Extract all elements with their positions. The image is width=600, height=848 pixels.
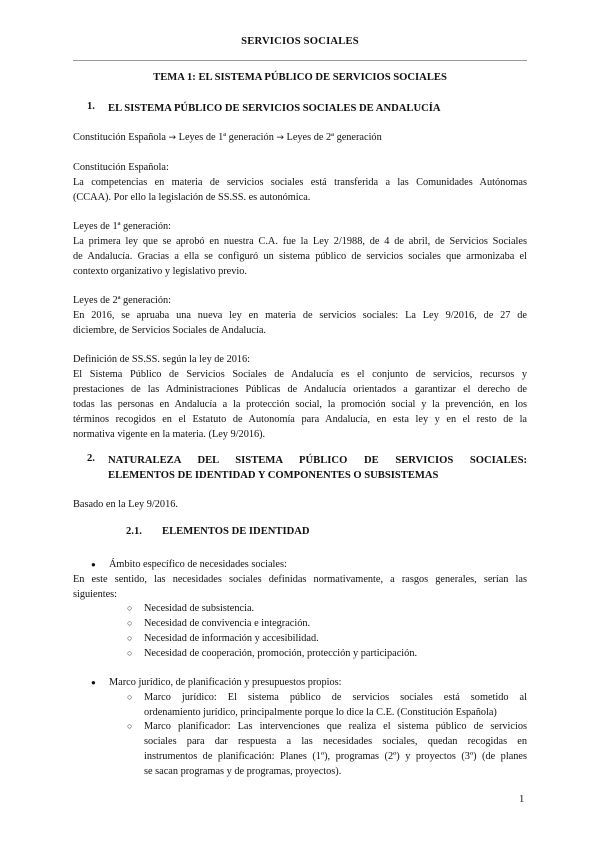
section-1-title: EL SISTEMA PÚBLICO DE SERVICIOS SOCIALES DE ANDALUCÍA [108, 103, 441, 114]
flow-arrow-icon: → [168, 133, 177, 143]
document-title: TEMA 1: EL SISTEMA PÚBLICO DE SERVICIOS SOCIALES [153, 72, 447, 83]
section-2-title-line-1: NATURALEZA DEL SISTEMA PÚBLICO DE SERVICIOS SOCIALES: [108, 455, 527, 466]
need-item-text: Necesidad de convivencia e integración. [144, 618, 311, 629]
block-leyes1-line: La primera ley que se aprobó en nuestra C.A. fue la Ley 2/1988, de 4 de abril, de Servicios Sociales [73, 236, 527, 247]
hollow-bullet-icon: ○ [127, 618, 133, 628]
marco-planificador-line: se sacan programas y de programas, proyectos). [144, 766, 342, 777]
flow-leyes-2: Leyes de 2ª generación [286, 132, 382, 143]
bullet-icon: ● [91, 560, 96, 569]
subsection-2-1-number: 2.1. [126, 526, 142, 537]
block-constitucion-line: La competencias en materia de servicios sociales está transferida a las Comunidades Autónomas [73, 177, 527, 188]
legislation-flow [73, 130, 527, 146]
need-item-text: Necesidad de subsistencia. [144, 603, 255, 614]
block-definicion-line: prestaciones de las Administraciones Públicas de Andalucía orientados a garantizar el derecho de [73, 384, 527, 395]
flow-arrow-icon: → [276, 133, 284, 143]
marco-item-juridico [127, 690, 527, 720]
running-header: SERVICIOS SOCIALES [241, 36, 359, 47]
hollow-bullet-icon: ○ [127, 721, 133, 731]
bullet-marco-label: Marco jurídico, de planificación y presupuestos propios: [109, 677, 342, 688]
marco-item-planificador [127, 719, 527, 779]
bullet-ambito-intro: En este sentido, las necesidades sociales definidas normativamente, a rasgos generales, serían las [73, 574, 527, 585]
flow-constitucion: Constitución Española [73, 132, 166, 143]
hollow-bullet-icon: ○ [127, 692, 133, 702]
hollow-bullet-icon: ○ [127, 603, 133, 613]
marco-planificador-line: sociales para dar respuesta a las necesidades sociales, quedan recogidas en [144, 736, 527, 747]
block-leyes2-label: Leyes de 2ª generación: [73, 295, 172, 306]
block-definicion-line: El Sistema Público de Servicios Sociales de Andalucía es el conjunto de servicios, recursos y [73, 369, 527, 380]
page-number: 1 [519, 794, 525, 805]
hollow-bullet-icon: ○ [127, 633, 133, 643]
marco-juridico-line: ordenamiento jurídico, principalmente porque lo dice la C.E. (Constitución Española) [144, 707, 497, 718]
flow-leyes-1: Leyes de 1ª generación [178, 132, 274, 143]
block-leyes2-line: En 2016, se apruaba una nueva ley en materia de servicios sociales: La Ley 9/2016, de 27 de [73, 310, 527, 321]
marco-planificador-line: instrumentos de planificación: Planes (1º), programas (2º) y proyectos (3º) (de planes [144, 751, 527, 762]
need-item-text: Necesidad de información y accesibilidad. [144, 633, 319, 644]
block-definicion-line: todas las personas en Andalucía a la protección social, la promoción social y la prevención, en los [73, 399, 527, 410]
block-leyes1-label: Leyes de 1ª generación: [73, 221, 172, 232]
need-item-text: Necesidad de cooperación, promoción, protección y participación. [144, 648, 418, 659]
section-1-number: 1. [87, 101, 95, 112]
bullet-ambito-intro: siguientes: [73, 589, 118, 600]
basis-note: Basado en la Ley 9/2016. [73, 499, 178, 510]
header-divider [73, 60, 527, 61]
bullet-icon: ● [91, 678, 96, 687]
block-leyes2-line: diciembre, de Servicios Sociales de Andalucía. [73, 325, 267, 336]
section-2-title-line-2: ELEMENTOS DE IDENTIDAD Y COMPONENTES O SUBSISTEMAS [108, 470, 439, 481]
block-definicion-line: normativa vigente en la materia. (Ley 9/2016). [73, 429, 266, 440]
block-definicion-label: Definición de SS.SS. según la ley de 2016: [73, 354, 251, 365]
marco-juridico-line: Marco jurídico: El sistema público de servicios sociales está sometido al [144, 692, 527, 703]
subsection-2-1-title: ELEMENTOS DE IDENTIDAD [162, 526, 310, 537]
block-constitucion-label: Constitución Española: [73, 162, 169, 173]
bullet-ambito-label: Ámbito específico de necesidades sociales: [109, 559, 287, 570]
section-2-number: 2. [87, 453, 95, 464]
block-constitucion-line: (CCAA). Por ello la legislación de SS.SS. es autonómica. [73, 192, 311, 203]
section-1-heading [87, 101, 527, 116]
block-leyes1-line: de Andalucía. Gracias a ella se configuró un sistema público de servicios sociales que armonizaba el [73, 251, 527, 262]
block-leyes1-line: contexto organizativo y legislativo previo. [73, 266, 247, 277]
marco-planificador-line: Marco planificador: Las intervenciones que realiza el sistema público de servicios [144, 721, 527, 732]
hollow-bullet-icon: ○ [127, 648, 133, 658]
block-definicion-line: términos recogidos en el Estatuto de Autonomía para Andalucía, en esta ley y en el resto de la [73, 414, 527, 425]
section-2-heading [87, 453, 527, 483]
